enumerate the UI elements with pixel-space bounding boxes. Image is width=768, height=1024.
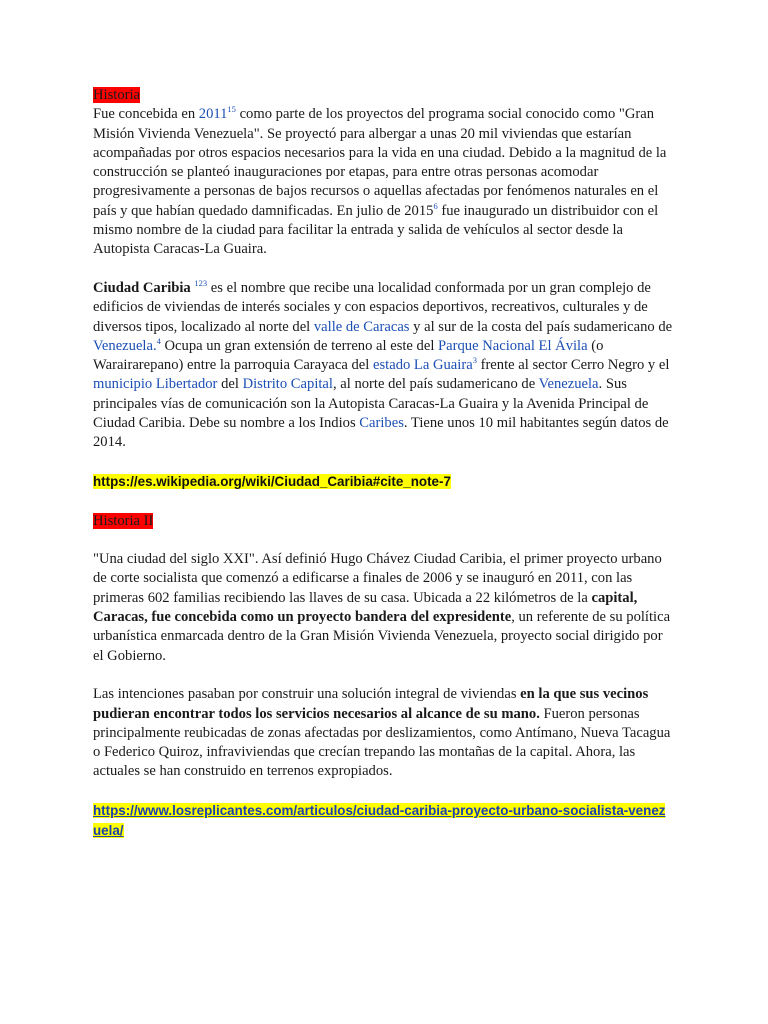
text: (o Warairarepano) entre la parroquia Carayaca del: [93, 337, 604, 374]
text: Ocupa un gran extensión de terreno al este del: [160, 337, 439, 354]
footnote-ref[interactable]: 6: [433, 200, 438, 211]
paragraph-gap: [93, 260, 673, 279]
footnote-ref[interactable]: 123: [194, 277, 208, 288]
text: y al sur de la costa del país sudamericano de: [409, 318, 673, 335]
paragraph-intenciones: [93, 685, 673, 781]
paragraph-ciudad-caribia: [93, 279, 673, 453]
paragraph-ciudad-siglo-xxi: [93, 550, 673, 666]
link-parque-nacional[interactable]: Parque Nacional El Ávila: [438, 337, 588, 354]
text: fue inaugurado un distribuidor con el mismo nombre de la ciudad para facilitar la entrada y salida de vehículos al sector desde la Autopista Caracas-La Guaira.: [93, 202, 659, 258]
paragraph-gap: [93, 492, 673, 511]
source-url-wikipedia-line: [93, 472, 673, 492]
link-caribes[interactable]: Caribes: [359, 415, 404, 432]
footnote-ref[interactable]: 15: [227, 104, 236, 115]
section-heading-historia: [93, 86, 673, 105]
link-venezuela[interactable]: Venezuela: [538, 376, 599, 393]
text: Las intenciones pasaban por construir una solución integral de viviendas: [93, 686, 521, 703]
bold-text: en la que sus vecinos pudieran encontrar todos los servicios necesarios al alcance de su mano.: [93, 686, 649, 722]
footnote-ref[interactable]: 3: [472, 355, 477, 366]
source-url-wikipedia[interactable]: https://es.wikipedia.org/wiki/Ciudad_Caribia#cite_note-7: [93, 473, 451, 489]
section-heading-historia-ii: [93, 512, 673, 531]
link-distrito-capital[interactable]: Distrito Capital: [242, 376, 333, 393]
bold-title: Ciudad Caribia: [93, 279, 191, 296]
source-url-losreplicantes-line: [93, 801, 673, 842]
paragraph-gap: [93, 453, 673, 472]
footnote-ref[interactable]: 4: [156, 335, 161, 346]
text: Fue concebida en: [93, 106, 199, 123]
link-estado-la-guaira[interactable]: estado La Guaira: [373, 357, 473, 374]
paragraph-historia: [93, 105, 673, 259]
heading-highlight: Historia II: [93, 512, 154, 529]
text: del: [217, 376, 243, 393]
text: . Tiene unos 10 mil habitantes según datos de 2014.: [93, 415, 669, 451]
link-venezuela[interactable]: Venezuela.: [93, 337, 157, 354]
document-page: [93, 86, 673, 842]
bold-text: capital, Caracas, fue concebida como un proyecto bandera del expresidente: [93, 589, 638, 626]
paragraph-gap: [93, 531, 673, 550]
link-valle-de-caracas[interactable]: valle de Caracas: [313, 318, 410, 335]
paragraph-gap: [93, 782, 673, 801]
link-2011[interactable]: 2011: [198, 106, 228, 123]
link-municipio-libertador[interactable]: municipio Libertador: [93, 376, 218, 393]
text: "Una ciudad del siglo XXI". Así definió Hugo Chávez Ciudad Caribia, el primer proyecto urbano de corte socialista que comenzó a edificarse a finales de 2006 y se inauguró en 2011, con las primeras 602 familias recibiendo las llaves de su casa. Ubicada a 22 kilómetros de la: [93, 551, 662, 606]
text: como parte de los proyectos del programa social conocido como "Gran Misión Vivienda Venezuela". Se proyectó para albergar a unas 20 mil viviendas que estarían acompañadas por otros espacios necesarios para la vida en una ciudad. Debido a la magnitud de la construcción se planteó inauguraciones por etapas, para entre otras personas acomodar progresivamente a personas de bajos recursos o aquellas afectadas por fenómenos naturales en el país y que habían quedado damnificadas. En julio de 2015: [93, 106, 667, 219]
paragraph-gap: [93, 666, 673, 685]
text: Fueron personas principalmente reubicadas de zonas afectadas por deslizamientos, como Antímano, Nueva Tacagua o Federico Quiroz, infraviviendas que crecían trepando las montañas de la capital. Ahora, las actuales se han construido en terrenos expropiados.: [93, 705, 671, 780]
text: frente al sector Cerro Negro y el: [476, 357, 670, 374]
text: , al norte del país sudamericano de: [332, 376, 539, 393]
heading-highlight: Historia: [93, 87, 141, 103]
text: , un referente de su política urbanística enmarcada dentro de la Gran Misión Vivienda Venezuela, proyecto social dirigido por el Gobierno.: [93, 609, 671, 664]
text: . Sus principales vías de comunicación son la Autopista Caracas-La Guaira y la Avenida Principal de Ciudad Caribia. Debe su nombre a los Indios: [93, 376, 649, 432]
text: es el nombre que recibe una localidad conformada por un gran complejo de edificios de viviendas de interés sociales y con espacios deportivos, recreativos, culturales y de diversos tipos, localizado al norte del: [93, 279, 651, 335]
source-url-losreplicantes[interactable]: https://www.losreplicantes.com/articulos/ciudad-caribia-proyecto-urbano-socialista-venezuela/: [93, 802, 666, 839]
